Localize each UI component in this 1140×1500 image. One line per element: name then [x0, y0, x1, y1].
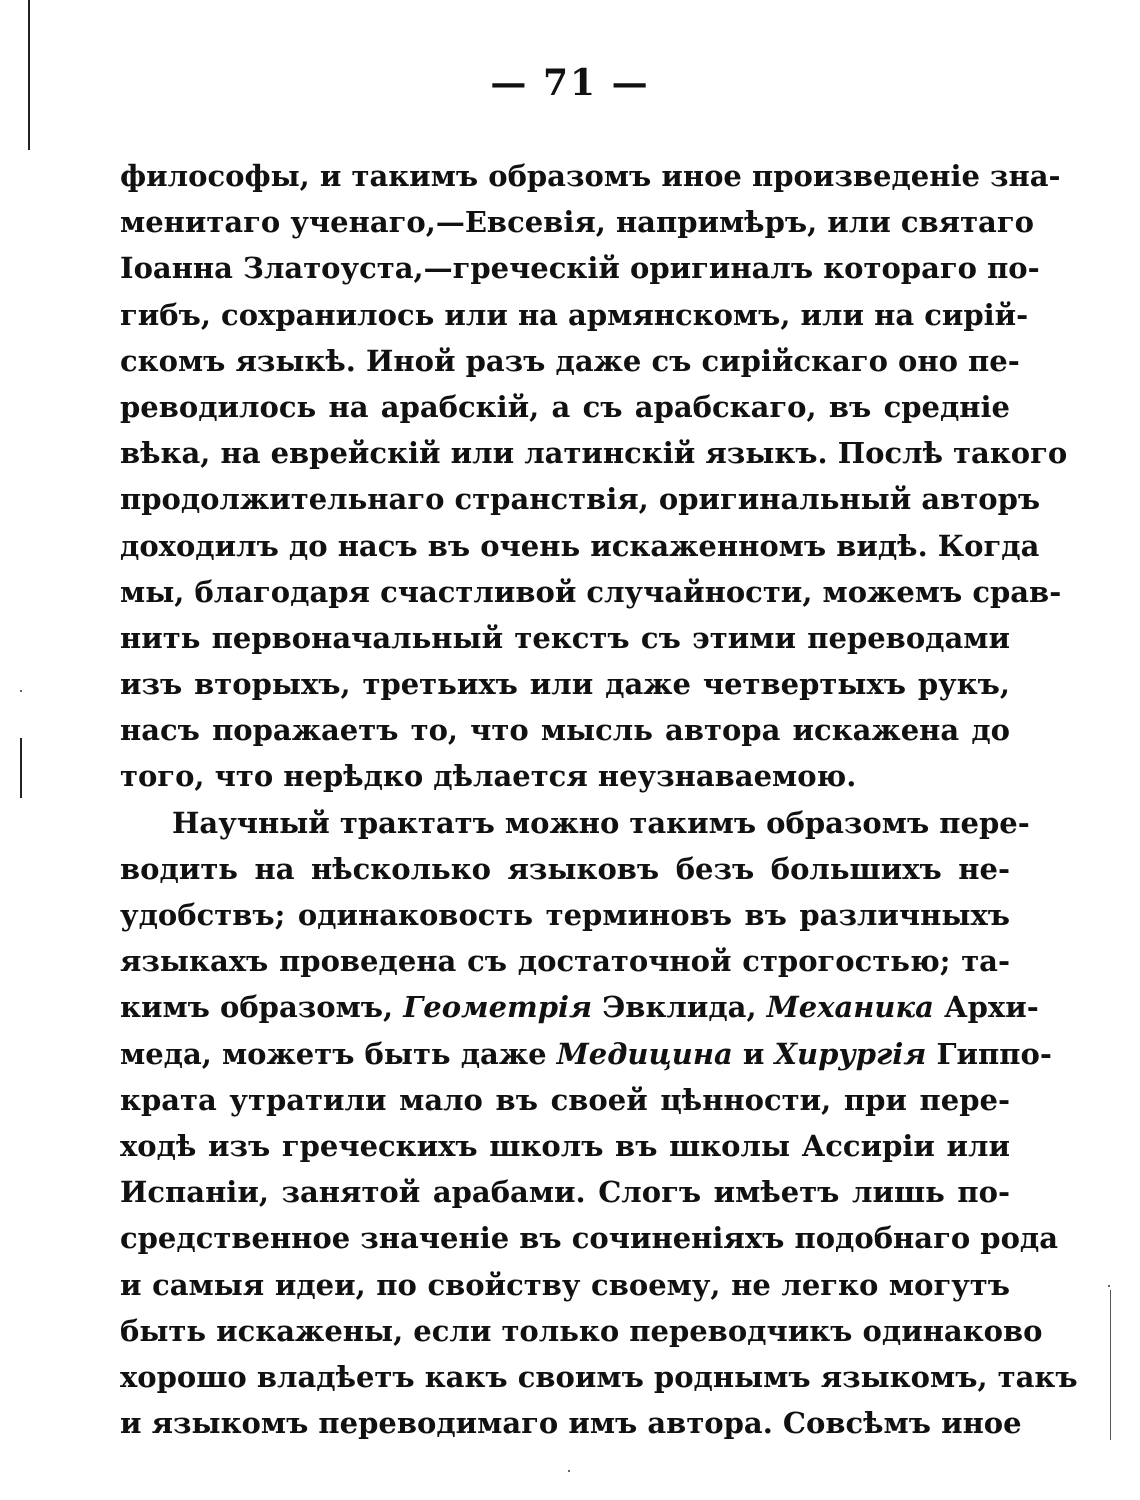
text-line: и самыя идеи, по свойству своему, не легко могутъ [120, 1267, 1010, 1302]
text-line: реводилось на арабскiй, а съ арабскаго, въ среднiе [120, 389, 1010, 424]
scan-margin-line [1110, 1290, 1111, 1440]
italic-title: Хирургiя [774, 1036, 927, 1071]
text-line: средственное значенiе въ сочиненiяхъ подобнаго рода [120, 1221, 1059, 1256]
text-line: гибъ, сохранилось или на армянскомъ, или на сирiй- [120, 297, 1029, 332]
text-line: продолжительнаго странствiя, оригинальный авторъ [120, 482, 1041, 517]
scan-margin-line [20, 738, 22, 798]
text-line: меда, можетъ быть даже Медицина и Хирургiя Гиппо- [120, 1036, 1052, 1071]
text-line: доходилъ до насъ въ очень искаженномъ видѣ. Когда [120, 528, 1040, 563]
scan-speck [20, 690, 22, 692]
page-number: — 71 — [490, 62, 650, 104]
text-line: того, что нерѣдко дѣлается неузнаваемою. [120, 759, 857, 794]
text-line: изъ вторыхъ, третьихъ или даже четвертыхъ рукъ, [120, 667, 1010, 702]
text-line: языкахъ проведена съ достаточной строгостью; та- [120, 944, 1010, 979]
text-line: кимъ образомъ, Геометрiя Эвклида, Механика Архи- [120, 990, 1039, 1025]
text-line: крата утратили мало въ своей цѣнности, при пере- [120, 1082, 1010, 1117]
text-line: вѣка, на еврейскiй или латинскiй языкъ. Послѣ такого [120, 436, 1068, 471]
text-line: философы, и такимъ образомъ иное произведенiе зна- [120, 159, 1061, 193]
paragraph [120, 153, 1068, 800]
text-line: быть искажены, если только переводчикъ одинаково [120, 1313, 1043, 1348]
scan-speck [1108, 1285, 1110, 1287]
text-line: хорошо владѣетъ какъ своимъ роднымъ языкомъ, такъ [120, 1359, 1078, 1394]
text-line: менитаго ученаго,—Евсевiя, напримѣръ, или святаго [120, 205, 1034, 240]
text-line: нить первоначальный текстъ съ этими переводами [120, 620, 1010, 655]
text-line: удобствъ; одинаковость терминовъ въ различныхъ [120, 898, 1010, 932]
body-text [120, 153, 1078, 1446]
italic-title: Геометрiя [403, 990, 593, 1025]
text-line: скомъ языкѣ. Иной разъ даже съ сирiйскаго оно пе- [120, 343, 1020, 378]
paragraph [120, 800, 1078, 1447]
text-line: водить на нѣсколько языковъ безъ большихъ не- [120, 851, 1010, 886]
text-line: насъ поражаетъ то, что мысль автора искажена до [120, 713, 1010, 748]
text-line: Iоанна Златоуста,—греческiй оригиналъ котораго по- [120, 251, 1040, 286]
text-line: ходѣ изъ греческихъ школъ въ школы Ассирiи или [120, 1128, 1010, 1163]
text-line: Испанiи, занятой арабами. Слогъ имѣетъ лишь по- [120, 1175, 1010, 1210]
text-line: и языкомъ переводимаго имъ автора. Совсѣмъ иное [120, 1406, 1022, 1441]
scan-speck [568, 1470, 570, 1472]
italic-title: Механика [766, 990, 934, 1025]
text-line: мы, благодаря счастливой случайности, можемъ срав- [120, 574, 1062, 609]
text-line: Научный трактатъ можно такимъ образомъ пере- [172, 805, 1030, 840]
italic-title: Медицина [556, 1036, 733, 1071]
